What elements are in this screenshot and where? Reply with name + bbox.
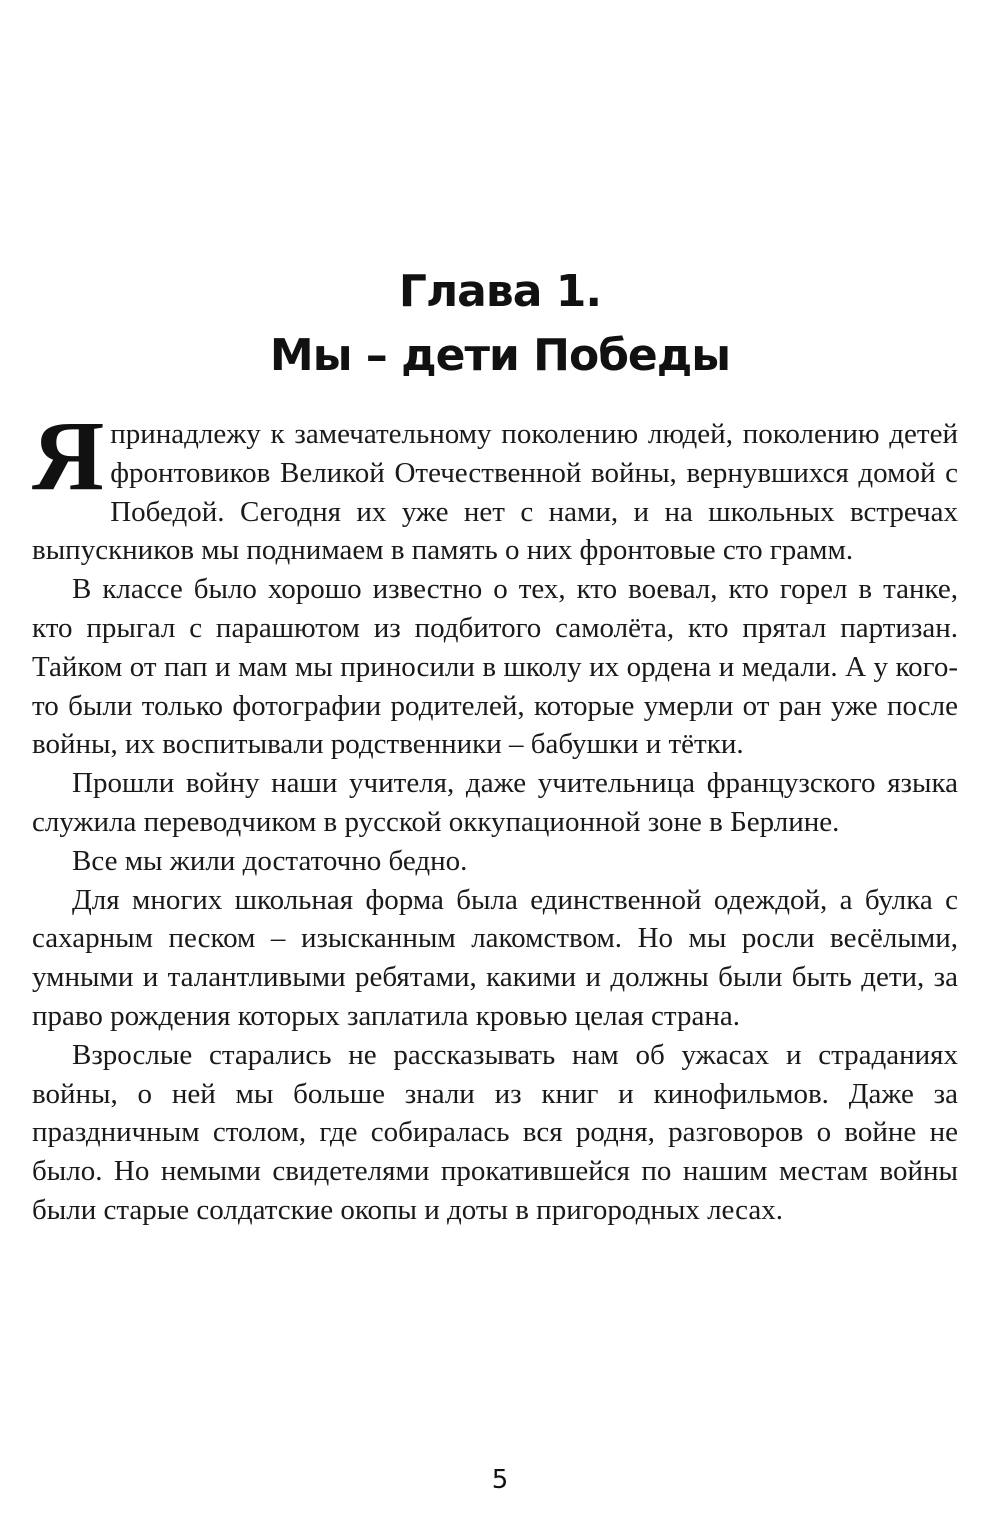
paragraph-2: В классе было хорошо известно о тех, кто воевал, кто горел в танке, кто прыгал с парашютом из подбитого самолёта, кто прятал партизан. Тайком от пап и мам мы приносили в школу их ордена и медали. А у кого-то были только фотографии родителей, которые умерли от ран уже после войны, их воспитывали родственники – бабушки и тётки. [32, 573, 958, 761]
paragraph-text: принадлежу к замечательному поколению людей, поколению детей фронтовиков Великой Отечественной войны, вернувшихся домой с Победой. Сегодня их уже нет с нами, и на школьных встречах выпускников мы поднимаем в память о них фронтовые сто грамм. [32, 418, 958, 567]
page-number: 5 [491, 1465, 509, 1495]
chapter-body [32, 400, 958, 1230]
paragraph-3: Прошли войну наши учителя, даже учительница французского языка служила переводчиком в русской оккупационной зоне в Берлине. [32, 767, 958, 838]
paragraph-5: Для многих школьная форма была единственной одеждой, а булка с сахарным песком – изысканным лакомством. Но мы росли весёлыми, умными и талантливыми ребятами, какими и должны были быть дети, за право рождения которых заплатила кровью целая страна. [32, 883, 958, 1032]
paragraph-1 [32, 400, 958, 570]
drop-cap: Я [32, 400, 105, 511]
paragraph-6: Взрослые старались не рассказывать нам об ужасах и страданиях войны, о ней мы больше знали из книг и кинофильмов. Даже за праздничным столом, где собиралась вся родня, разговоров о войне не было. Но немыми свидетелями прокатившейся по нашим местам войны были старые солдатские окопы и доты в пригородных лесах. [32, 1038, 958, 1226]
chapter-heading-title: Мы – дети Победы [269, 330, 731, 381]
chapter-heading-number: Глава 1. [398, 266, 602, 317]
paragraph-4: Все мы жили достаточно бедно. [72, 844, 468, 877]
